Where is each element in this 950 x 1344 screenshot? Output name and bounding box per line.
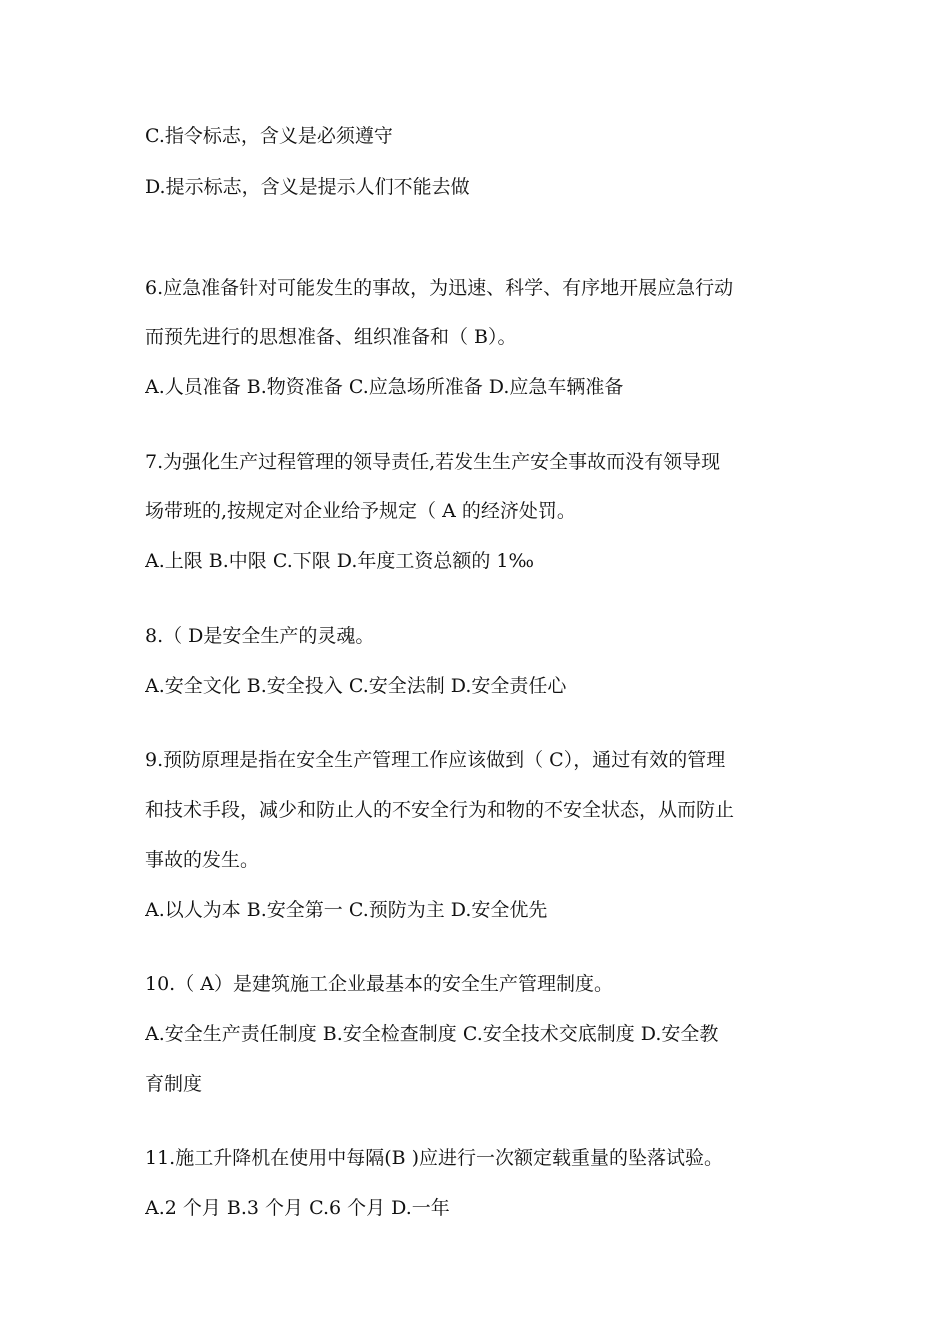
question-6-line-1: 6.应急准备针对可能发生的事故，为迅速、科学、有序地开展应急行动 — [145, 277, 734, 299]
question-11-line-1: 11.施工升降机在使用中每隔(B )应进行一次额定载重量的坠落试验。 — [145, 1147, 724, 1169]
question-10-options-line-2: 育制度 — [145, 1073, 203, 1095]
question-7-line-1: 7.为强化生产过程管理的领导责任,若发生生产安全事故而没有领导现 — [145, 451, 721, 473]
question-7-line-2: 场带班的,按规定对企业给予规定（ A 的经济处罚。 — [145, 500, 576, 522]
option-d-line: D.提示标志，含义是提示人们不能去做 — [145, 176, 470, 198]
question-6-line-2: 而预先进行的思想准备、组织准备和（ B）。 — [145, 326, 517, 348]
question-9-options: A.以人为本 B.安全第一 C.预防为主 D.安全优先 — [145, 899, 548, 921]
question-8-options: A.安全文化 B.安全投入 C.安全法制 D.安全责任心 — [145, 675, 567, 697]
question-6-options: A.人员准备 B.物资准备 C.应急场所准备 D.应急车辆准备 — [145, 376, 624, 398]
question-9-line-3: 事故的发生。 — [145, 849, 260, 871]
question-11-options: A.2 个月 B.3 个月 C.6 个月 D.一年 — [145, 1197, 450, 1219]
question-10-options-line-1: A.安全生产责任制度 B.安全检查制度 C.安全技术交底制度 D.安全教 — [145, 1023, 719, 1045]
question-10-line-1: 10.（ A）是建筑施工企业最基本的安全生产管理制度。 — [145, 973, 613, 995]
question-9-line-2: 和技术手段，减少和防止人的不安全行为和物的不安全状态，从而防止 — [145, 799, 735, 821]
question-8-line-1: 8.（ D是安全生产的灵魂。 — [145, 625, 375, 647]
option-c-line: C.指令标志，含义是必须遵守 — [145, 125, 393, 147]
question-7-options: A.上限 B.中限 C.下限 D.年度工资总额的 1‰ — [145, 550, 534, 572]
question-9-line-1: 9.预防原理是指在安全生产管理工作应该做到（ C），通过有效的管理 — [145, 749, 726, 771]
